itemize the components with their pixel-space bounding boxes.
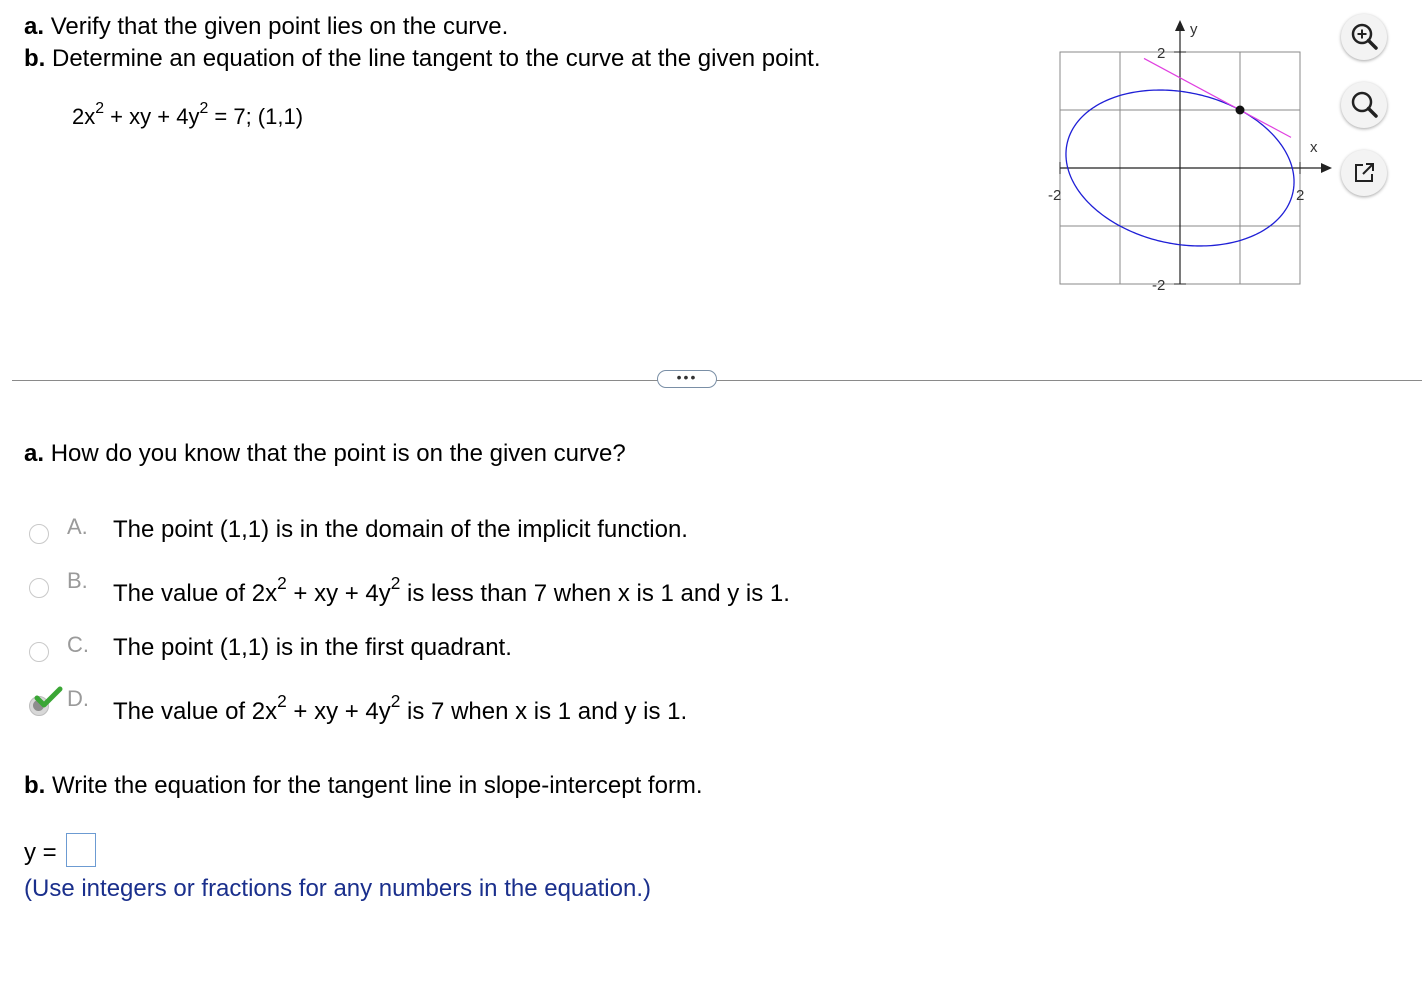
tangent-line [1144,58,1291,137]
instruction-b-label: b. [24,45,46,72]
instruction-a [24,12,508,42]
question-a-label: a. [24,440,45,467]
zoom-out-icon [1341,82,1387,128]
option-c-radio[interactable] [29,642,49,662]
option-c-text: The point (1,1) is in the first quadrant. [113,634,512,661]
option-b-letter: B. [67,568,88,593]
x-axis-arrow [1321,163,1332,173]
instruction-b [24,44,821,74]
question-b-label: b. [24,772,46,799]
option-a[interactable] [24,514,924,554]
tick-label-left: -2 [1048,187,1062,204]
question-b [24,772,703,800]
instruction-a-label: a. [24,13,45,40]
option-d-text: The value of $2x^2$ + xy + $4y^2$ is 7 when x is 1 and y is 1. [113,690,688,725]
option-d-letter: D. [67,686,89,711]
option-b-radio[interactable] [29,578,49,598]
option-b[interactable] [24,568,924,612]
expand-button[interactable] [1341,150,1387,196]
instruction-a-text: Verify that the given point lies on the curve. [50,13,509,40]
zoom-in-button[interactable] [1341,14,1387,60]
eq-exp2: 2 [199,99,209,117]
section-divider [12,380,1422,381]
question-a [24,440,626,468]
x-axis-label: x [1310,139,1318,156]
option-c-letter: C. [67,632,89,657]
option-a-text: The point (1,1) is in the domain of the implicit function. [113,516,688,543]
tick-label-top: 2 [1157,45,1166,62]
tick-label-right: 2 [1296,187,1305,204]
option-a-radio[interactable] [29,524,49,544]
given-equation [72,99,304,130]
eq-term1: 2x [72,104,96,129]
answer-hint: (Use integers or fractions for any numbers in the equation.) [24,875,651,902]
zoom-in-icon [1341,14,1387,60]
check-icon [34,686,64,710]
option-a-letter: A. [67,514,88,539]
answer-input[interactable] [66,833,96,867]
question-a-text: How do you know that the point is on the given curve? [50,440,626,467]
tick-label-bottom: -2 [1152,277,1166,294]
option-c[interactable] [24,632,924,672]
option-d[interactable] [24,686,924,730]
question-b-text: Write the equation for the tangent line in slope-intercept form. [52,772,703,799]
expand-icon [1341,150,1387,196]
answer-prefix: y = [24,839,57,866]
zoom-out-button[interactable] [1341,82,1387,128]
eq-term2: + xy + 4y [104,104,200,129]
instruction-b-text: Determine an equation of the line tangent to the curve at the given point. [52,45,821,72]
given-point [1236,106,1245,115]
curve-graph [1040,14,1340,304]
eq-exp1: 2 [95,99,105,117]
y-axis-arrow [1175,20,1185,31]
y-axis-label: y [1190,21,1198,38]
eq-term3: = 7; (1,1) [208,104,304,129]
expand-dots-button[interactable]: ••• [657,370,717,388]
option-b-text: The value of $2x^2$ + xy + $4y^2$ is less than 7 when x is 1 and y is 1. [113,572,790,607]
